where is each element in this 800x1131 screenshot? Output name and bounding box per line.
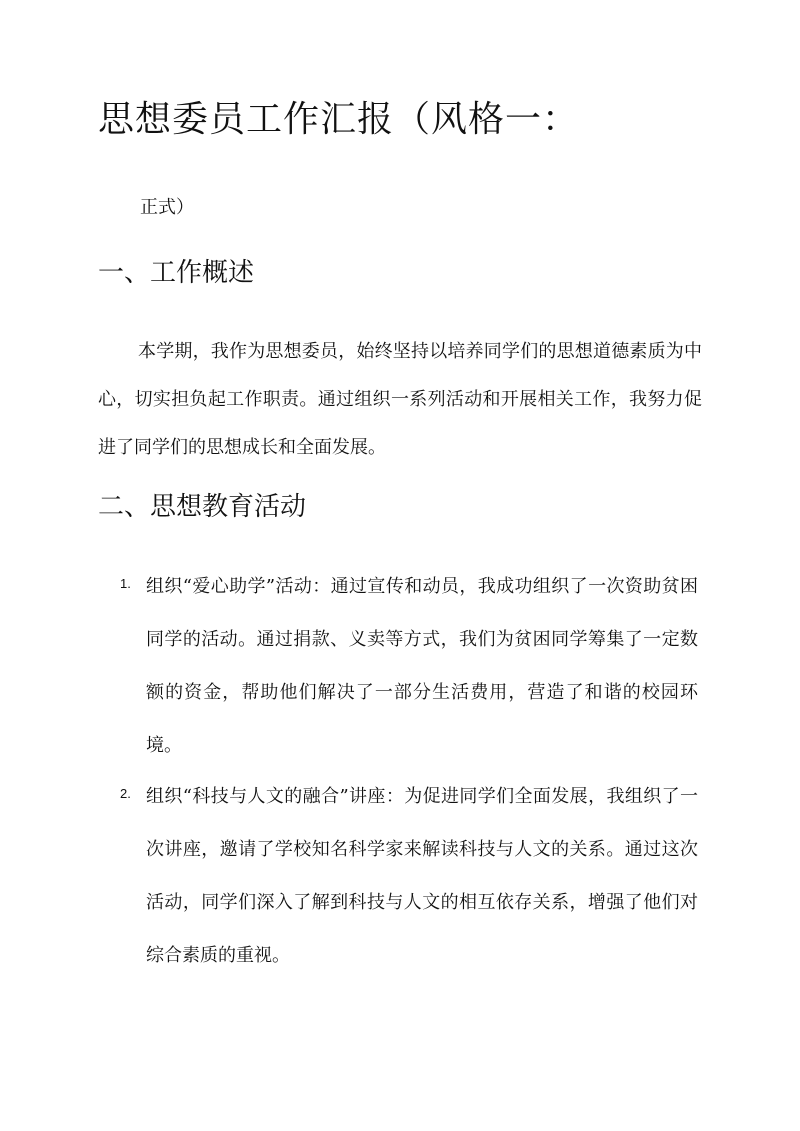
- list-item-number: 2.: [120, 786, 131, 801]
- list-item-text: 组织“科技与人文的融合”讲座：为促进同学们全面发展，我组织了一次讲座，邀请了学校知名科学家来解读科技与人文的关系。通过这次活动，同学们深入了解到科技与人文的相互依存关系，增强了他们对综合素质的重视。: [146, 786, 698, 966]
- list-item-text: 组织“爱心助学”活动：通过宣传和动员，我成功组织了一次资助贫困同学的活动。通过捐款、义卖等方式，我们为贫困同学筹集了一定数额的资金，帮助他们解决了一部分生活费用，营造了和谐的校园环境。: [146, 576, 698, 756]
- section-heading-activities: 二、思想教育活动: [98, 492, 307, 522]
- document-subtitle: 正式）: [140, 197, 194, 218]
- document-title: 思想委员工作汇报（风格一：: [98, 99, 580, 140]
- list-item-number: 1.: [120, 576, 131, 591]
- section-heading-overview: 一、工作概述: [98, 258, 255, 288]
- overview-paragraph: 本学期，我作为思想委员，始终坚持以培养同学们的思想道德素质为中心，切实担负起工作职责。通过组织一系列活动和开展相关工作，我努力促进了同学们的思想成长和全面发展。: [98, 341, 702, 458]
